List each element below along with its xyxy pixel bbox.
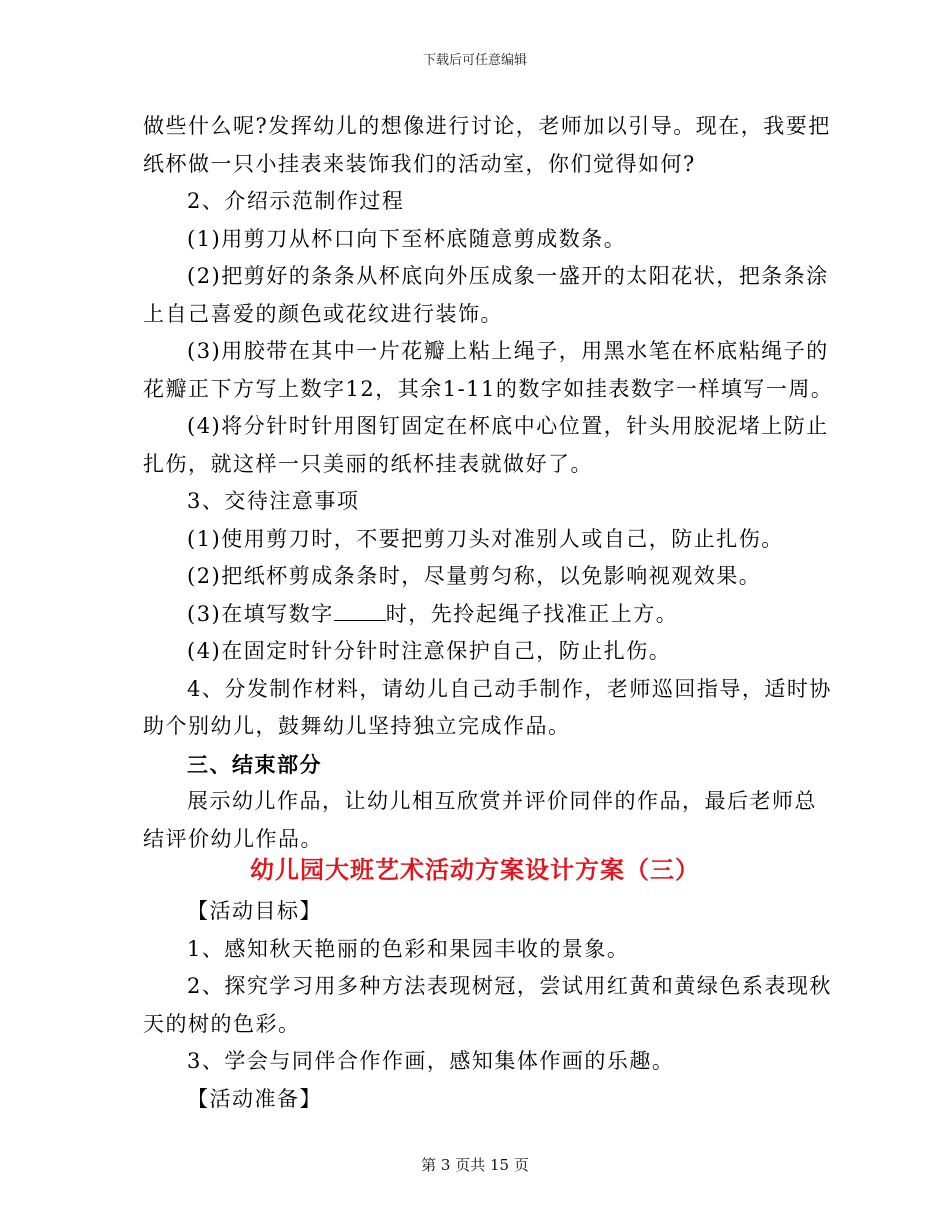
paragraph-line: 扎伤，就这样一只美丽的纸杯挂表就做好了。: [143, 451, 593, 476]
paragraph-line: (3)用胶带在其中一片花瓣上粘上绳子，用黑水笔在杯底粘绳子的: [187, 339, 829, 363]
step-heading: 2、介绍示范制作过程: [187, 189, 405, 213]
body-text-part-2: [143, 893, 832, 1118]
paragraph-line: (4)在固定时针分针时注意保护自己，防止扎伤。: [187, 639, 672, 663]
subsection-heading: 【活动准备】: [187, 1086, 322, 1111]
paragraph-line: 纸杯做一只小挂表来装饰我们的活动室，你们觉得如何?: [143, 151, 696, 176]
step-heading: 4、分发制作材料，请幼儿自己动手制作，老师巡回指导，适时协: [187, 676, 832, 701]
paragraph-line: (1)使用剪刀时，不要把剪刀头对准别人或自己，防止扎伤。: [187, 526, 784, 551]
fill-in-blank: [334, 602, 386, 621]
subsection-heading: 【活动目标】: [187, 899, 322, 923]
paragraph-line-with-blank: [143, 596, 813, 634]
step-heading: 3、交待注意事项: [187, 489, 360, 513]
page-footer: 第 3 页共 15 页: [421, 1156, 529, 1174]
page-header: 下载后可任意编辑: [422, 53, 527, 68]
paragraph-line: 1、感知秋天艳丽的色彩和果园丰收的景象。: [187, 936, 630, 961]
paragraph-line: 花瓣正下方写上数字12，其余1-11的数字如挂表数字一样填写一周。: [143, 376, 834, 401]
paragraph-line: (4)将分针时针用图钉固定在杯底中心位置，针头用胶泥堵上防止: [187, 414, 829, 438]
paragraph-line: 展示幼儿作品，让幼儿相互欣赏并评价同伴的作品，最后老师总: [187, 789, 817, 813]
line-text-after-blank: 时，先拎起绳子找准正上方。: [385, 601, 679, 626]
paragraph-line: 做些什么呢?发挥幼儿的想像进行讨论，老师加以引导。现在，我要把: [143, 114, 831, 138]
paragraph-line: 天的树的色彩。: [143, 1011, 301, 1036]
paragraph-line: 结评价幼儿作品。: [143, 826, 323, 851]
paragraph-line: (2)把纸杯剪成条条时，尽量剪匀称，以免影响视观效果。: [187, 564, 762, 588]
paragraph-line: 上自己喜爱的颜色或花纹进行装饰。: [143, 301, 503, 326]
paragraph-line: (2)把剪好的条条从杯底向外压成象一盛开的太阳花状，把条条涂: [187, 264, 829, 288]
paragraph-line: (1)用剪刀从杯口向下至杯底随意剪成数条。: [187, 226, 627, 251]
body-text-part-1: [143, 108, 834, 858]
paragraph-line: 2、探究学习用多种方法表现树冠，尝试用红黄和黄绿色系表现秋: [187, 974, 832, 998]
line-text-before-blank: (3)在填写数字: [187, 601, 334, 626]
paragraph-line: 助个别幼儿，鼓舞幼儿坚持独立完成作品。: [143, 714, 571, 738]
section-heading: 三、结束部分: [187, 751, 322, 777]
section-title: 幼儿园大班艺术活动方案设计方案（三）: [250, 855, 700, 884]
paragraph-line: 3、学会与同伴合作作画，感知集体作画的乐趣。: [187, 1049, 675, 1073]
